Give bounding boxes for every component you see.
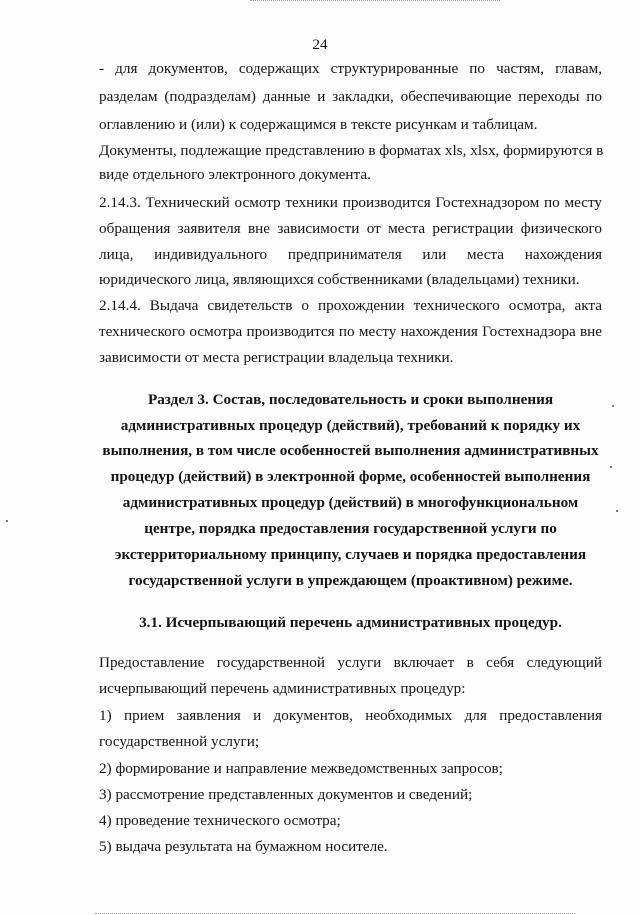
section-heading-line: экстерриториальному принципу, случаев и порядка предоставления xyxy=(114,546,587,563)
list-item: 1) прием заявления и документов, необходимых для предоставления xyxy=(99,707,602,724)
paragraph-line: юридического лица, являющихся собственниками (владельцами) техники. xyxy=(99,271,580,288)
section-heading-line: административных процедур (действий), требований к порядку их xyxy=(120,417,581,434)
section-heading-line: государственной услуги в упреждающем (проактивном) режиме. xyxy=(128,572,573,589)
subsection-heading: 3.1. Исчерпывающий перечень административных процедур. xyxy=(139,614,562,631)
scan-speck xyxy=(610,466,612,468)
paragraph-line: 2.14.3. Технический осмотр техники производится Гостехнадзором по месту xyxy=(99,194,602,211)
section-heading-line: административных процедур (действий) в многофункциональном xyxy=(122,494,579,511)
section-heading-line: центре, порядка предоставления государственной услуги по xyxy=(144,520,557,537)
paragraph-line: обращения заявителя вне зависимости от места регистрации физического xyxy=(99,220,602,237)
section-heading-line: выполнения, в том числе особенностей выполнения административных xyxy=(102,442,599,459)
scan-speck xyxy=(612,405,614,407)
paragraph-line: Документы, подлежащие представлению в форматах xls, xlsx, формируются в xyxy=(99,142,604,159)
section-heading-line: процедур (действий) в электронной форме, особенностей выполнения xyxy=(110,468,591,485)
paragraph-line: зависимости от места регистрации владельца техники. xyxy=(99,349,454,366)
paragraph-line: - для документов, содержащих структурированные по частям, главам, xyxy=(99,60,602,77)
paragraph-line: виде отдельного электронного документа. xyxy=(99,166,371,183)
list-item: 4) проведение технического осмотра; xyxy=(99,812,341,829)
paragraph-line: Предоставление государственной услуги включает в себя следующий xyxy=(99,654,602,671)
list-item: 3) рассмотрение представленных документов и сведений; xyxy=(99,786,473,803)
list-item: 5) выдача результата на бумажном носителе. xyxy=(99,838,388,855)
scan-speck xyxy=(6,520,8,522)
page-number: 24 xyxy=(312,36,328,53)
paragraph-line: исчерпывающий перечень административных процедур: xyxy=(99,680,466,697)
paragraph-line: разделам (подразделам) данные и закладки, обеспечивающие переходы по xyxy=(99,88,602,105)
paragraph-line: 2.14.4. Выдача свидетельств о прохождении технического осмотра, акта xyxy=(99,297,602,314)
list-item-continuation: государственной услуги; xyxy=(99,733,260,750)
scan-speck xyxy=(616,510,618,512)
list-item: 2) формирование и направление межведомственных запросов; xyxy=(99,760,503,777)
section-heading-line: Раздел 3. Состав, последовательность и сроки выполнения xyxy=(147,391,554,408)
paragraph-line: технического осмотра производится по месту нахождения Гостехнадзора вне xyxy=(99,323,602,340)
paragraph-line: оглавлению и (или) к содержащимся в тексте рисункам и таблицам. xyxy=(99,116,538,133)
paragraph-line: лица, индивидуального предпринимателя или места нахождения xyxy=(99,246,602,263)
scan-edge-top xyxy=(250,0,500,3)
